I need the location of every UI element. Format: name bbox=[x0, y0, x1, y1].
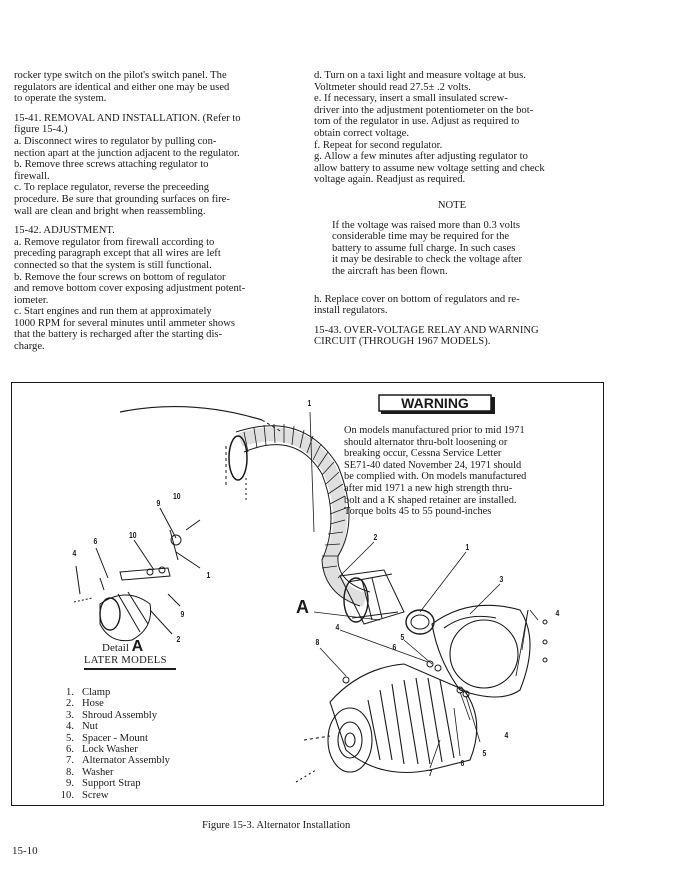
warning-text: On models manufactured prior to mid 1971 should alternator thru-bolt loosening or breaking occur, Cessna Service Letter SE71-40 dated November 24, 1971 should be complied with. On models manufactured after mid 1971 a new high strength thru- bolt and a K shaped retainer are installed. Torque bolts 45 to 55 pound-inches bbox=[344, 425, 527, 518]
legend-item: 1. Clamp bbox=[66, 687, 111, 698]
page-number: 15-10 bbox=[12, 845, 38, 857]
callout-10-lower: 10 bbox=[128, 530, 137, 540]
legend-item: 2. Hose bbox=[66, 698, 104, 710]
legend-item: 10. Screw bbox=[60, 789, 109, 801]
legend-item: 4. Nut bbox=[66, 721, 98, 733]
figure-caption: Figure 15-3. Alternator Installation bbox=[202, 820, 351, 831]
callout-6-mid: 6 bbox=[392, 642, 397, 652]
callout-7-main: 7 bbox=[428, 768, 433, 778]
step-h: h. Replace cover on bottom of regulators and re- install regulators. bbox=[314, 293, 520, 317]
section-15-42: 15-42. ADJUSTMENT. a. Remove regulator from firewall according to preceding paragraph except that all wires are left connected so that the system is still functional. b. Remove the four screws on bottom of regulator and remove bottom cover exposing adjustment potent- iometer. c. Start engines and run them at approximately 1000 RPM for several minutes until ammeter shows that the battery is recharged after the starting dis- charge. bbox=[14, 225, 296, 353]
section-15-41: 15-41. REMOVAL AND INSTALLATION. (Refer to figure 15-4.) a. Disconnect wires to regulator by pulling con- nection apart at the junction adjacent to the regulator. b. Remove three screws attaching regulator to firewall. c. To replace regulator, reverse the preceeding procedure. Be sure that grounding surfaces on fire- wall are clean and bright when reassembling. bbox=[14, 113, 296, 217]
alternator-drawing bbox=[296, 664, 477, 782]
legend-item: 9. Support Strap bbox=[66, 778, 141, 790]
intro-paragraph: rocker type switch on the pilot's switch panel. The regulators are identical and either one may be used to operate the system. bbox=[14, 70, 230, 105]
hardware-drawing bbox=[343, 620, 547, 697]
legend-item: 5. Spacer - Mount bbox=[66, 732, 148, 744]
callout-9-detail: 9 bbox=[180, 609, 185, 619]
callout-4-right: 4 bbox=[555, 608, 560, 618]
callout-A: A bbox=[296, 597, 309, 617]
legend-item: 6. Lock Washer bbox=[66, 744, 138, 756]
legend-item: 8. Washer bbox=[66, 766, 114, 778]
detail-a-underline bbox=[84, 668, 176, 670]
callout-4-left: 4 bbox=[72, 548, 77, 558]
shroud-drawing bbox=[432, 605, 530, 697]
callout-3-main: 3 bbox=[499, 574, 504, 584]
callout-4-mid: 4 bbox=[335, 622, 340, 632]
callout-2-detail: 2 bbox=[176, 634, 181, 644]
step-f: f. Repeat for second regulator. bbox=[314, 139, 443, 151]
callout-5-upper: 5 bbox=[400, 632, 405, 642]
legend-item: 3. Shroud Assembly bbox=[66, 709, 158, 721]
note-title: NOTE bbox=[437, 199, 467, 211]
callout-6-left: 6 bbox=[93, 536, 98, 546]
note-body: If the voltage was raised more than 0.3 volts considerable time may be required for the battery to assume full charge. In such cases it may be desirable to check the voltage after the aircraft has been flown. bbox=[332, 219, 523, 277]
detail-a-sublabel: LATER MODELS bbox=[84, 655, 167, 666]
legend-item: 7. Alternator Assembly bbox=[66, 755, 170, 767]
callout-1-detail: 1 bbox=[206, 570, 211, 580]
callout-8-main: 8 bbox=[315, 637, 320, 647]
warning-label-text: WARNING bbox=[401, 395, 469, 411]
callout-6-lower: 6 bbox=[460, 758, 465, 768]
section-15-43-heading: 15-43. OVER-VOLTAGE RELAY AND WARNING CIRCUIT (THROUGH 1967 MODELS). bbox=[314, 324, 539, 348]
callout-1-main: 1 bbox=[465, 542, 470, 552]
step-e: e. If necessary, insert a small insulated screw- driver into the adjustment potentiometer on the bot- tom of the regulator in use. Adjust as required to obtain correct voltage. bbox=[314, 93, 534, 139]
callout-9-upper: 9 bbox=[156, 498, 161, 508]
section-15-41-heading: 15-41. REMOVAL AND INSTALLATION. (Refer to bbox=[14, 112, 241, 124]
detail-a-drawing bbox=[74, 508, 200, 641]
callout-4-lower: 4 bbox=[504, 730, 509, 740]
callout-2-main: 2 bbox=[373, 532, 378, 542]
section-15-42-heading: 15-42. ADJUSTMENT. bbox=[14, 225, 115, 237]
callout-5-lower: 5 bbox=[482, 748, 487, 758]
step-g: g. Allow a few minutes after adjusting regulator to allow battery to assume new voltage setting and check voltage again. Readjust as required. bbox=[314, 151, 545, 186]
parts-legend bbox=[50, 687, 170, 801]
warning-label-box bbox=[378, 394, 498, 414]
detail-a-label: Detail A bbox=[102, 638, 144, 655]
callout-1-top: 1 bbox=[307, 398, 312, 408]
step-d: d. Turn on a taxi light and measure voltage at bus. Voltmeter should read 27.5± .2 volts. bbox=[314, 70, 526, 93]
callout-10-upper: 10 bbox=[172, 491, 181, 501]
